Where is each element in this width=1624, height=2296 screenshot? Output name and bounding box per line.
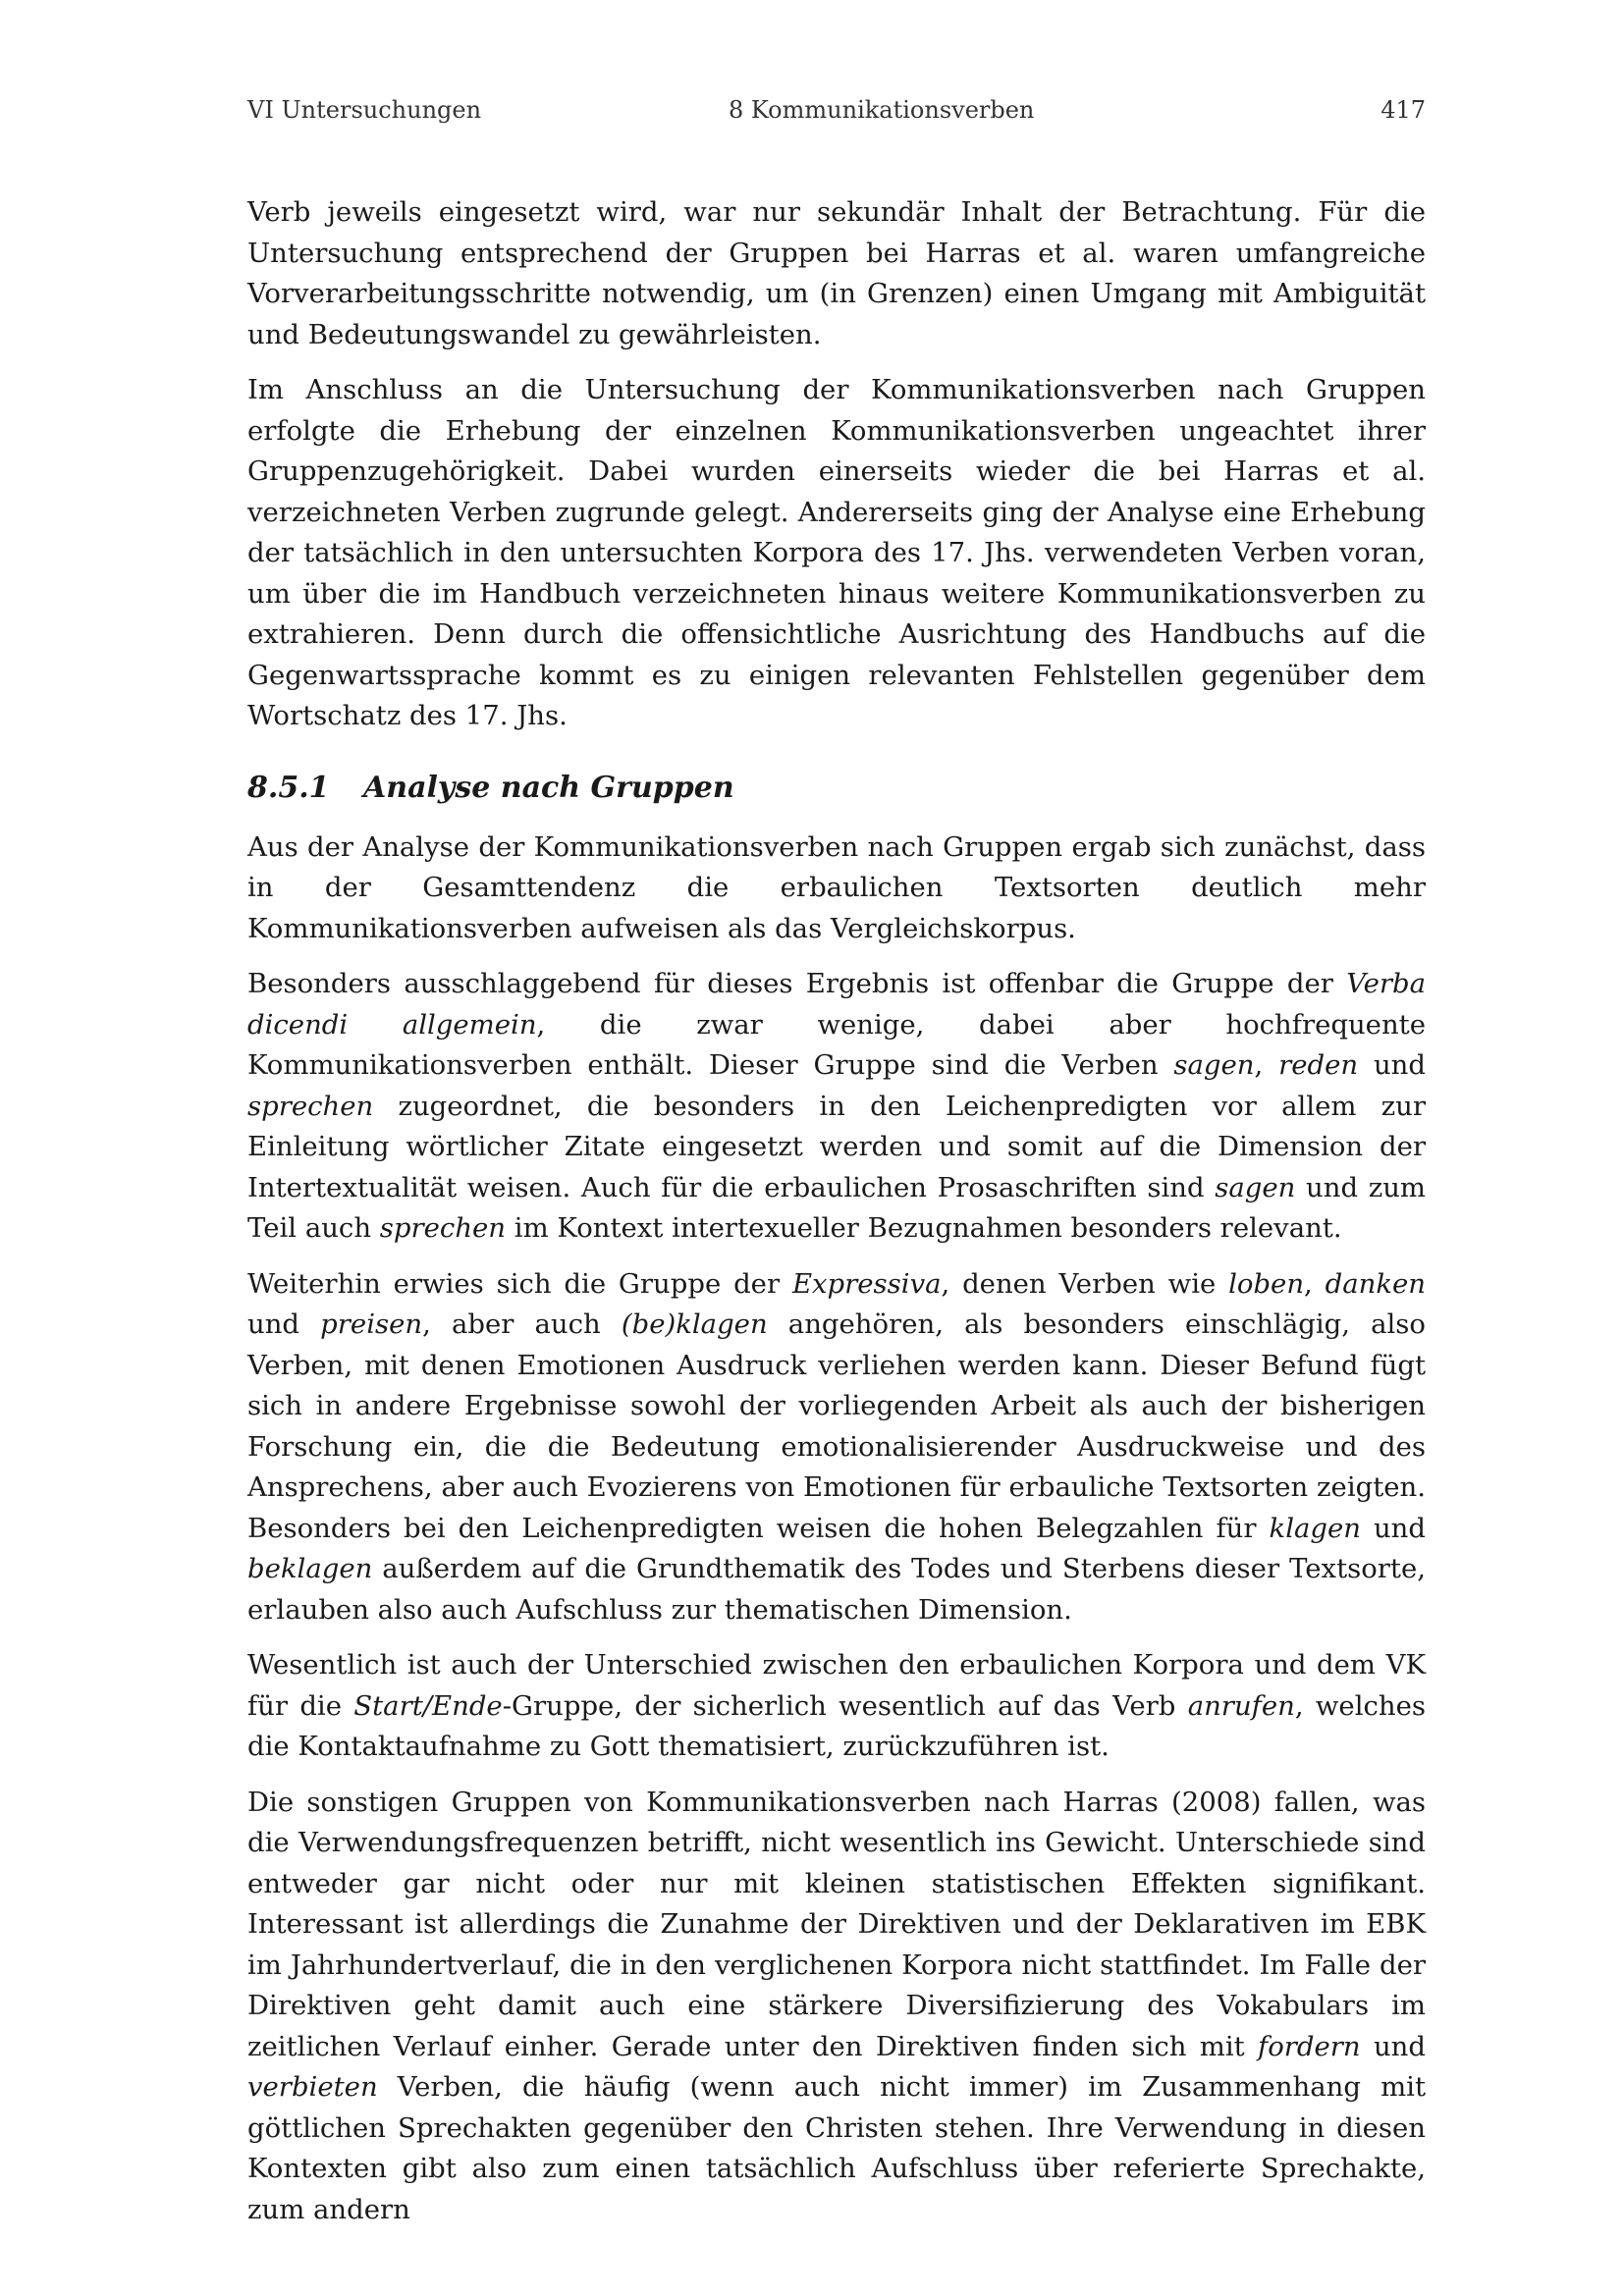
text-run: ,	[1254, 1049, 1279, 1081]
text-run: und	[247, 1308, 321, 1340]
text-run: Weiterhin erwies sich die Gruppe der	[247, 1267, 792, 1300]
text-run: Besonders ausschlaggebend für dieses Ergebnis ist offenbar die Gruppe der	[247, 968, 1347, 999]
italic-term: anrufen	[1187, 1689, 1295, 1722]
paragraph-6	[247, 1645, 1426, 1768]
italic-term: Verba dicendi allgemein	[247, 968, 1426, 1041]
italic-term: sagen	[1173, 1049, 1255, 1081]
paragraph-1: Verb jeweils eingesetzt wird, war nur sekundär Inhalt der Betrachtung. Für die Untersuchung entsprechend der Gruppen bei Harras et al. waren umfangreiche Vorverarbeitungsschritte notwendig, um (in Grenzen) einen Umgang mit Ambiguität und Bedeutungswandel zu gewährleisten.	[247, 196, 1426, 350]
italic-term: reden	[1278, 1049, 1359, 1081]
running-header	[247, 96, 1426, 130]
text-run: im Kontext intertexueller Bezugnahmen besonders relevant.	[506, 1212, 1342, 1244]
text-run: Die sonstigen Gruppen von Kommunikationsverben nach Harras (2008) fallen, was die Verwendungsfrequenzen betrifft, nicht wesentlich ins Gewicht. Unterschiede sind entweder gar nicht oder nur mit kleinen statistischen Effekten signifikant. Interessant ist allerdings die Zunahme der Direktiven und der Deklarativen im EBK im Jahrhundertverlauf, die in den verglichenen Korpora nicht stattfindet. Im Falle der Direktiven geht damit auch eine stärkere Diversifizierung des Vokabulars im zeitlichen Verlauf einher. Gerade unter den Direktiven finden sich mit	[247, 1786, 1426, 2062]
text-run: , welches die Kontaktaufnahme zu Gott thematisiert, zurückzuführen ist.	[247, 1689, 1426, 1762]
text-run: und	[1360, 1512, 1426, 1544]
text-run: zugeordnet, die besonders in den Leichenpredigten vor allem zur Einleitung wörtlicher Zitate eingesetzt werden und somit auf die Dimension der Intertextualität weisen. Auch für die erbaulichen Prosaschriften sind	[247, 1090, 1426, 1203]
text-run: Wesentlich ist auch der Unterschied zwischen den erbaulichen Korpora und dem VK für die	[247, 1649, 1426, 1722]
paragraph-3: Aus der Analyse der Kommunikationsverben nach Gruppen ergab sich zunächst, dass in der Gesamttendenz die erbaulichen Textsorten deutlich mehr Kommunikationsverben aufweisen als das Vergleichskorpus.	[247, 830, 1426, 944]
italic-term: Start/Ende	[353, 1689, 503, 1722]
text-run: , denen Verben wie	[941, 1267, 1229, 1300]
text-run: außerdem auf die Grundthematik des Todes und Sterbens dieser Textsorte, erlauben also auch Aufschluss zur thematischen Dimension.	[247, 1553, 1426, 1626]
section-title: Analyse nach Gruppen	[363, 770, 734, 805]
paragraph-5	[247, 1264, 1426, 1631]
page-number: 417	[1380, 96, 1426, 124]
text-run: und	[1358, 1049, 1426, 1081]
italic-term: sprechen	[379, 1212, 507, 1244]
section-number: 8.5.1	[247, 770, 330, 805]
text-run: , aber auch	[422, 1308, 622, 1340]
italic-term: klagen	[1269, 1512, 1361, 1544]
header-chapter-title: 8 Kommunikationsverben	[729, 96, 1035, 124]
italic-term: verbieten	[247, 2071, 378, 2103]
italic-term: sagen	[1215, 1171, 1296, 1203]
text-run: , die zwar wenige, dabei aber hochfrequente Kommunikationsverben enthält. Dieser Gruppe sind die Verben	[247, 1008, 1426, 1081]
italic-term: (be)klagen	[621, 1308, 768, 1340]
paragraph-4	[247, 964, 1426, 1250]
italic-term: fordern	[1258, 2030, 1361, 2062]
italic-term: sprechen	[247, 1090, 374, 1122]
text-run: angehören, als besonders einschlägig, also Verben, mit denen Emotionen Ausdruck verliehen werden kann. Dieser Befund fügt sich in andere Ergebnisse sowohl der vorliegenden Arbeit als auch der bisherigen Forschung ein, die die Bedeutung emotionalisierender Ausdruckweise und des Ansprechens, aber auch Evozierens von Emotionen für erbauliche Textsorten zeigten. Besonders bei den Leichenpredigten weisen die hohen Belegzahlen für	[247, 1308, 1426, 1544]
body-text	[247, 192, 1426, 2245]
text-run: Verben, die häufig (wenn auch nicht immer) im Zusammenhang mit göttlichen Sprechakten gegenüber den Christen stehen. Ihre Verwendung in diesen Kontexten gibt also zum einen tatsächlich Aufschluss über referierte Sprechakte, zum andern	[247, 2071, 1426, 2225]
italic-term: danken	[1325, 1267, 1426, 1300]
text-run: und	[1360, 2030, 1426, 2062]
paragraph-2: Im Anschluss an die Untersuchung der Kommunikationsverben nach Gruppen erfolgte die Erhebung der einzelnen Kommunikationsverben ungeachtet ihrer Gruppenzugehörigkeit. Dabei wurden einerseits wieder die bei Harras et al. verzeichneten Verben zugrunde gelegt. Andererseits ging der Analyse eine Erhebung der tatsächlich in den untersuchten Korpora des 17. Jhs. verwendeten Verben voran, um über die im Handbuch verzeichneten hinaus weitere Kommunikationsverben zu extrahieren. Denn durch die offensichtliche Ausrichtung des Handbuchs auf die Gegenwartssprache kommt es zu einigen relevanten Fehlstellen gegenüber dem Wortschatz des 17. Jhs.	[247, 374, 1426, 731]
paragraph-7	[247, 1783, 1426, 2231]
italic-term: loben	[1228, 1267, 1305, 1300]
text-run: und zum Teil auch	[247, 1171, 1426, 1244]
text-run: ,	[1304, 1267, 1326, 1300]
italic-term: beklagen	[247, 1553, 373, 1584]
italic-term: preisen	[320, 1308, 423, 1340]
text-run: -Gruppe, der sicherlich wesentlich auf das Verb	[502, 1689, 1188, 1722]
header-chapter-part: VI Untersuchungen	[247, 96, 482, 124]
italic-term: Expressiva	[791, 1267, 942, 1300]
section-heading	[247, 769, 1426, 808]
